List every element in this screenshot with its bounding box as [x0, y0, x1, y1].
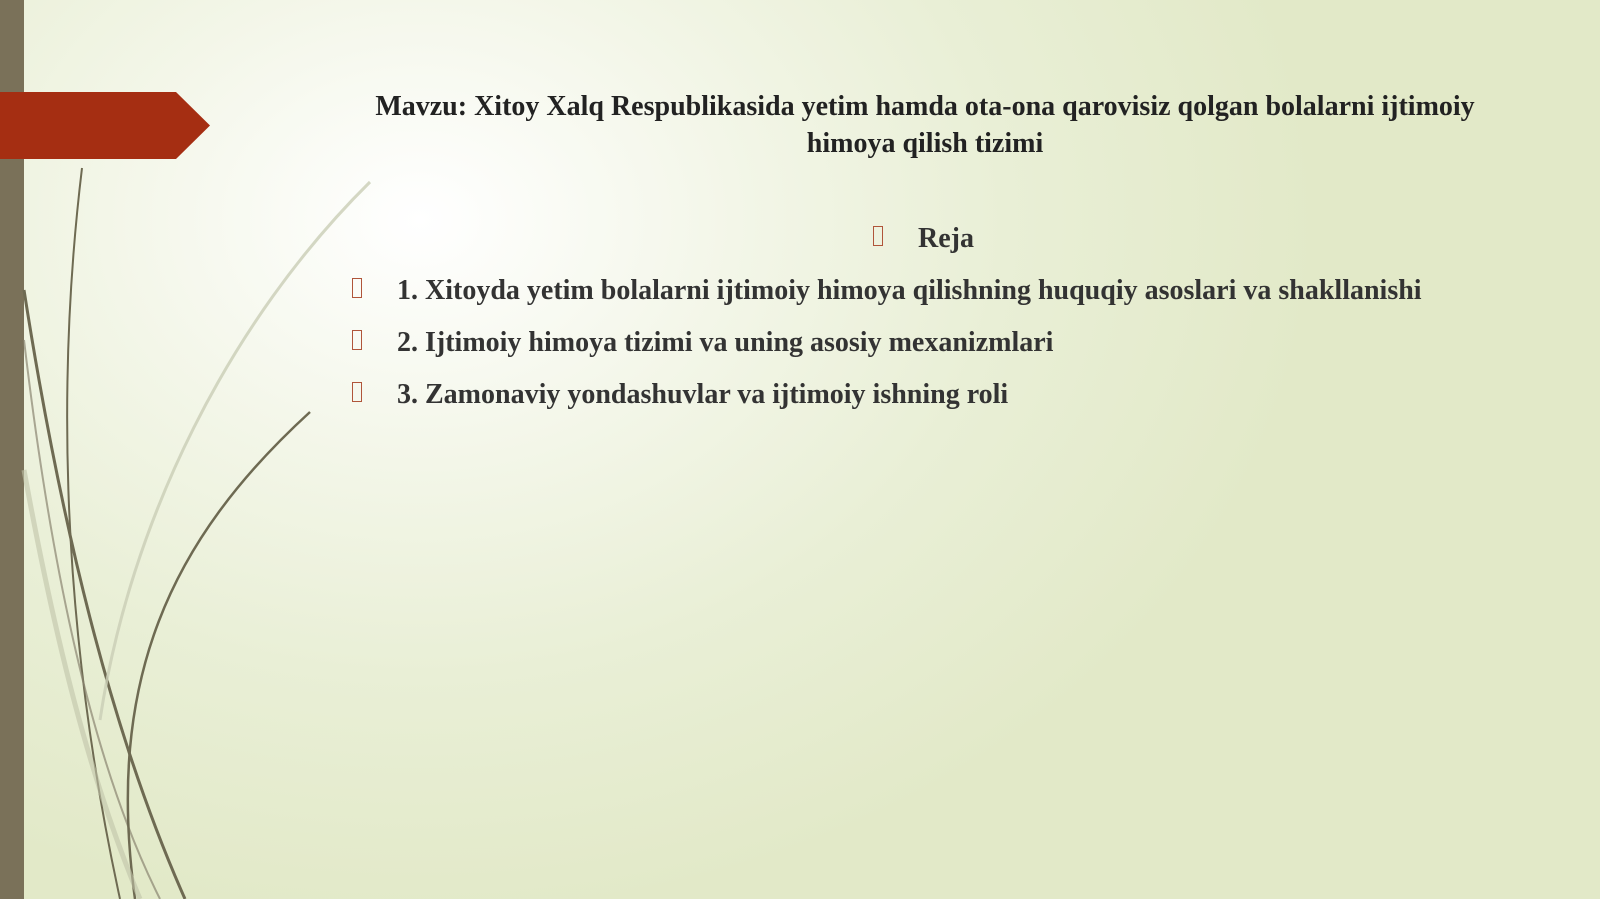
list-item-text: 1. Xitoyda yetim bolalarni ijtimoiy himoya qilishning huquqiy asoslari va shakllanishi — [397, 275, 1422, 306]
plan-heading-text: Reja — [918, 223, 974, 254]
rectangle-bullet-icon — [873, 226, 883, 246]
rectangle-bullet-icon — [352, 278, 362, 298]
list-item-text: 3. Zamonaviy yondashuvlar va ijtimoiy ishning roli — [397, 379, 1009, 410]
list-item — [352, 326, 1492, 360]
slide-title: Mavzu: Xitoy Xalq Respublikasida yetim hamda ota-ona qarovisiz qolgan bolalarni ijtimoiy himoya qilish tizimi — [375, 91, 1475, 159]
plan-heading — [873, 222, 1023, 256]
rectangle-bullet-icon — [352, 330, 362, 350]
title-ribbon — [0, 92, 210, 159]
list-item — [352, 274, 1492, 308]
list-item-text: 2. Ijtimoiy himoya tizimi va uning asosiy mexanizmlari — [397, 327, 1054, 358]
rectangle-bullet-icon — [352, 382, 362, 402]
list-item — [352, 378, 1492, 412]
